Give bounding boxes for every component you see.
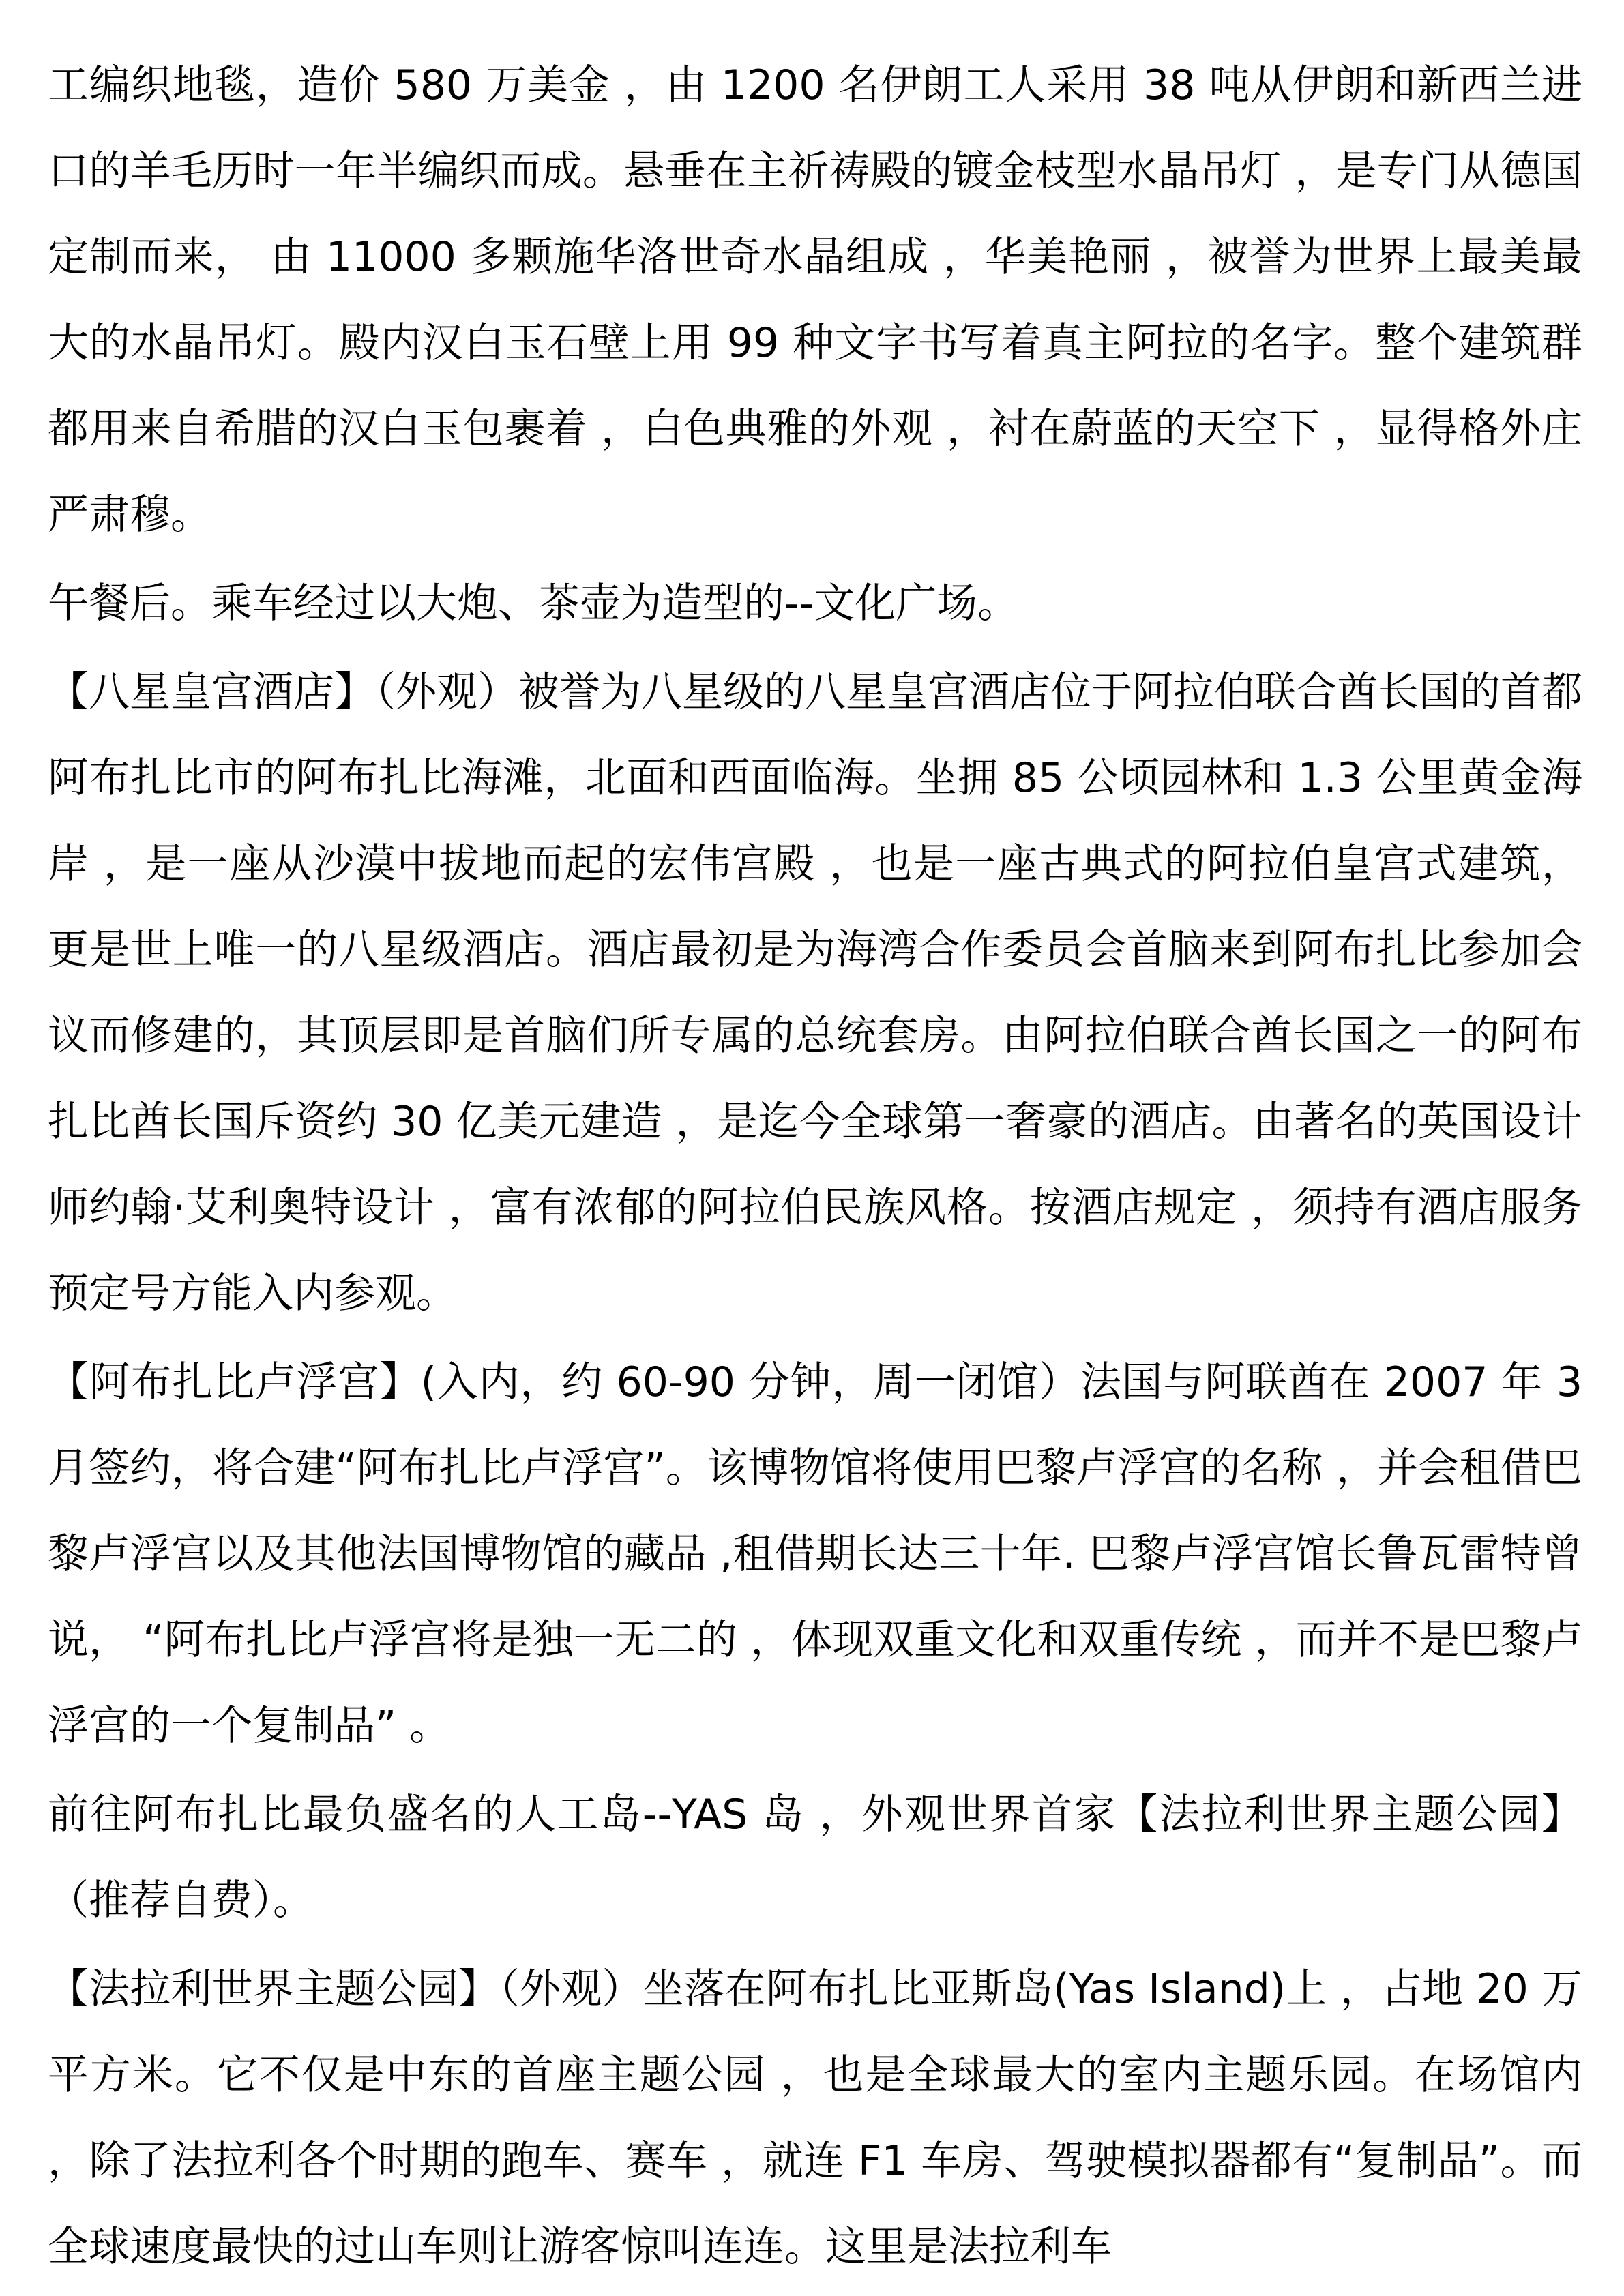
paragraph-emirates-palace-hotel: 【八星皇宫酒店】（外观）被誉为八星级的八星皇宫酒店位于阿拉伯联合酋长国的首都阿布扎比市的阿布扎比海滩，北面和西面临海。坐拥 85 公顷园林和 1.3 公里黄金海岸 ，是一座从沙漠中拔地而起的宏伟宫殿 ，也是一座古典式的阿拉伯皇宫式建筑，更是世上唯一的八星级酒店。酒店最初是为海湾合作委员会首脑来到阿布扎比参加会议而修建的，其顶层即是首脑们所专属的总统套房。由阿拉伯联合酋长国之一的阿布扎比酋长国斥资约 30 亿美元建造 ，是迄今全球第一奢豪的酒店。由著名的英国设计师约翰·艾利奥特设计 ，富有浓郁的阿拉伯民族风格。按酒店规定 ，须持有酒店服务预定号方能入内参观。 bbox=[48, 668, 1582, 1317]
paragraph-yas-island: 前往阿布扎比最负盛名的人工岛--YAS 岛 ，外观世界首家【法拉利世界主题公园】（推荐自费）。 bbox=[48, 1791, 1582, 1924]
paragraph-mosque-description: 工编织地毯，造价 580 万美金 ，由 1200 名伊朗工人采用 38 吨从伊朗和新西兰进口的羊毛历时一年半编织而成。悬垂在主祈祷殿的镀金枝型水晶吊灯 ，是专门从德国定制而来， 由 11000 多颗施华洛世奇水晶组成 ，华美艳丽 ，被誉为世界上最美最大的水晶吊灯。殿内汉白玉石壁上用 99 种文字书写着真主阿拉的名字。整个建筑群都用来自希腊的汉白玉包裹着 ，白色典雅的外观 ，衬在蔚蓝的天空下 ，显得格外庄严肃穆。 bbox=[48, 61, 1582, 539]
paragraph-ferrari-world: 【法拉利世界主题公园】（外观）坐落在阿布扎比亚斯岛(Yas Island)上 ，占地 20 万平方米。它不仅是中东的首座主题公园 ，也是全球最大的室内主题乐园。在场馆内 ，除了法拉利各个时期的跑车、赛车 ，就连 F1 车房、驾驶模拟器都有“复制品”。而全球速度最快的过山车则让游客惊叫连连。这里是法拉利车 bbox=[48, 1965, 1582, 2271]
document-page bbox=[48, 42, 1582, 2293]
paragraph-louvre-abu-dhabi: 【阿布扎比卢浮宫】(入内，约 60-90 分钟，周一闭馆）法国与阿联酋在 2007 年 3 月签约，将合建“阿布扎比卢浮宫”。该博物馆将使用巴黎卢浮宫的名称 ，并会租借巴黎卢浮宫以及其他法国博物馆的藏品 ,租借期长达三十年. 巴黎卢浮宫馆长鲁瓦雷特曾说， “阿布扎比卢浮宫将是独一无二的 ，体现双重文化和双重传统 ，而并不是巴黎卢浮宫的一个复制品” 。 bbox=[48, 1358, 1582, 1750]
paragraph-lunch-culture-square: 午餐后。乘车经过以大炮、茶壶为造型的--文化广场。 bbox=[48, 580, 1019, 627]
